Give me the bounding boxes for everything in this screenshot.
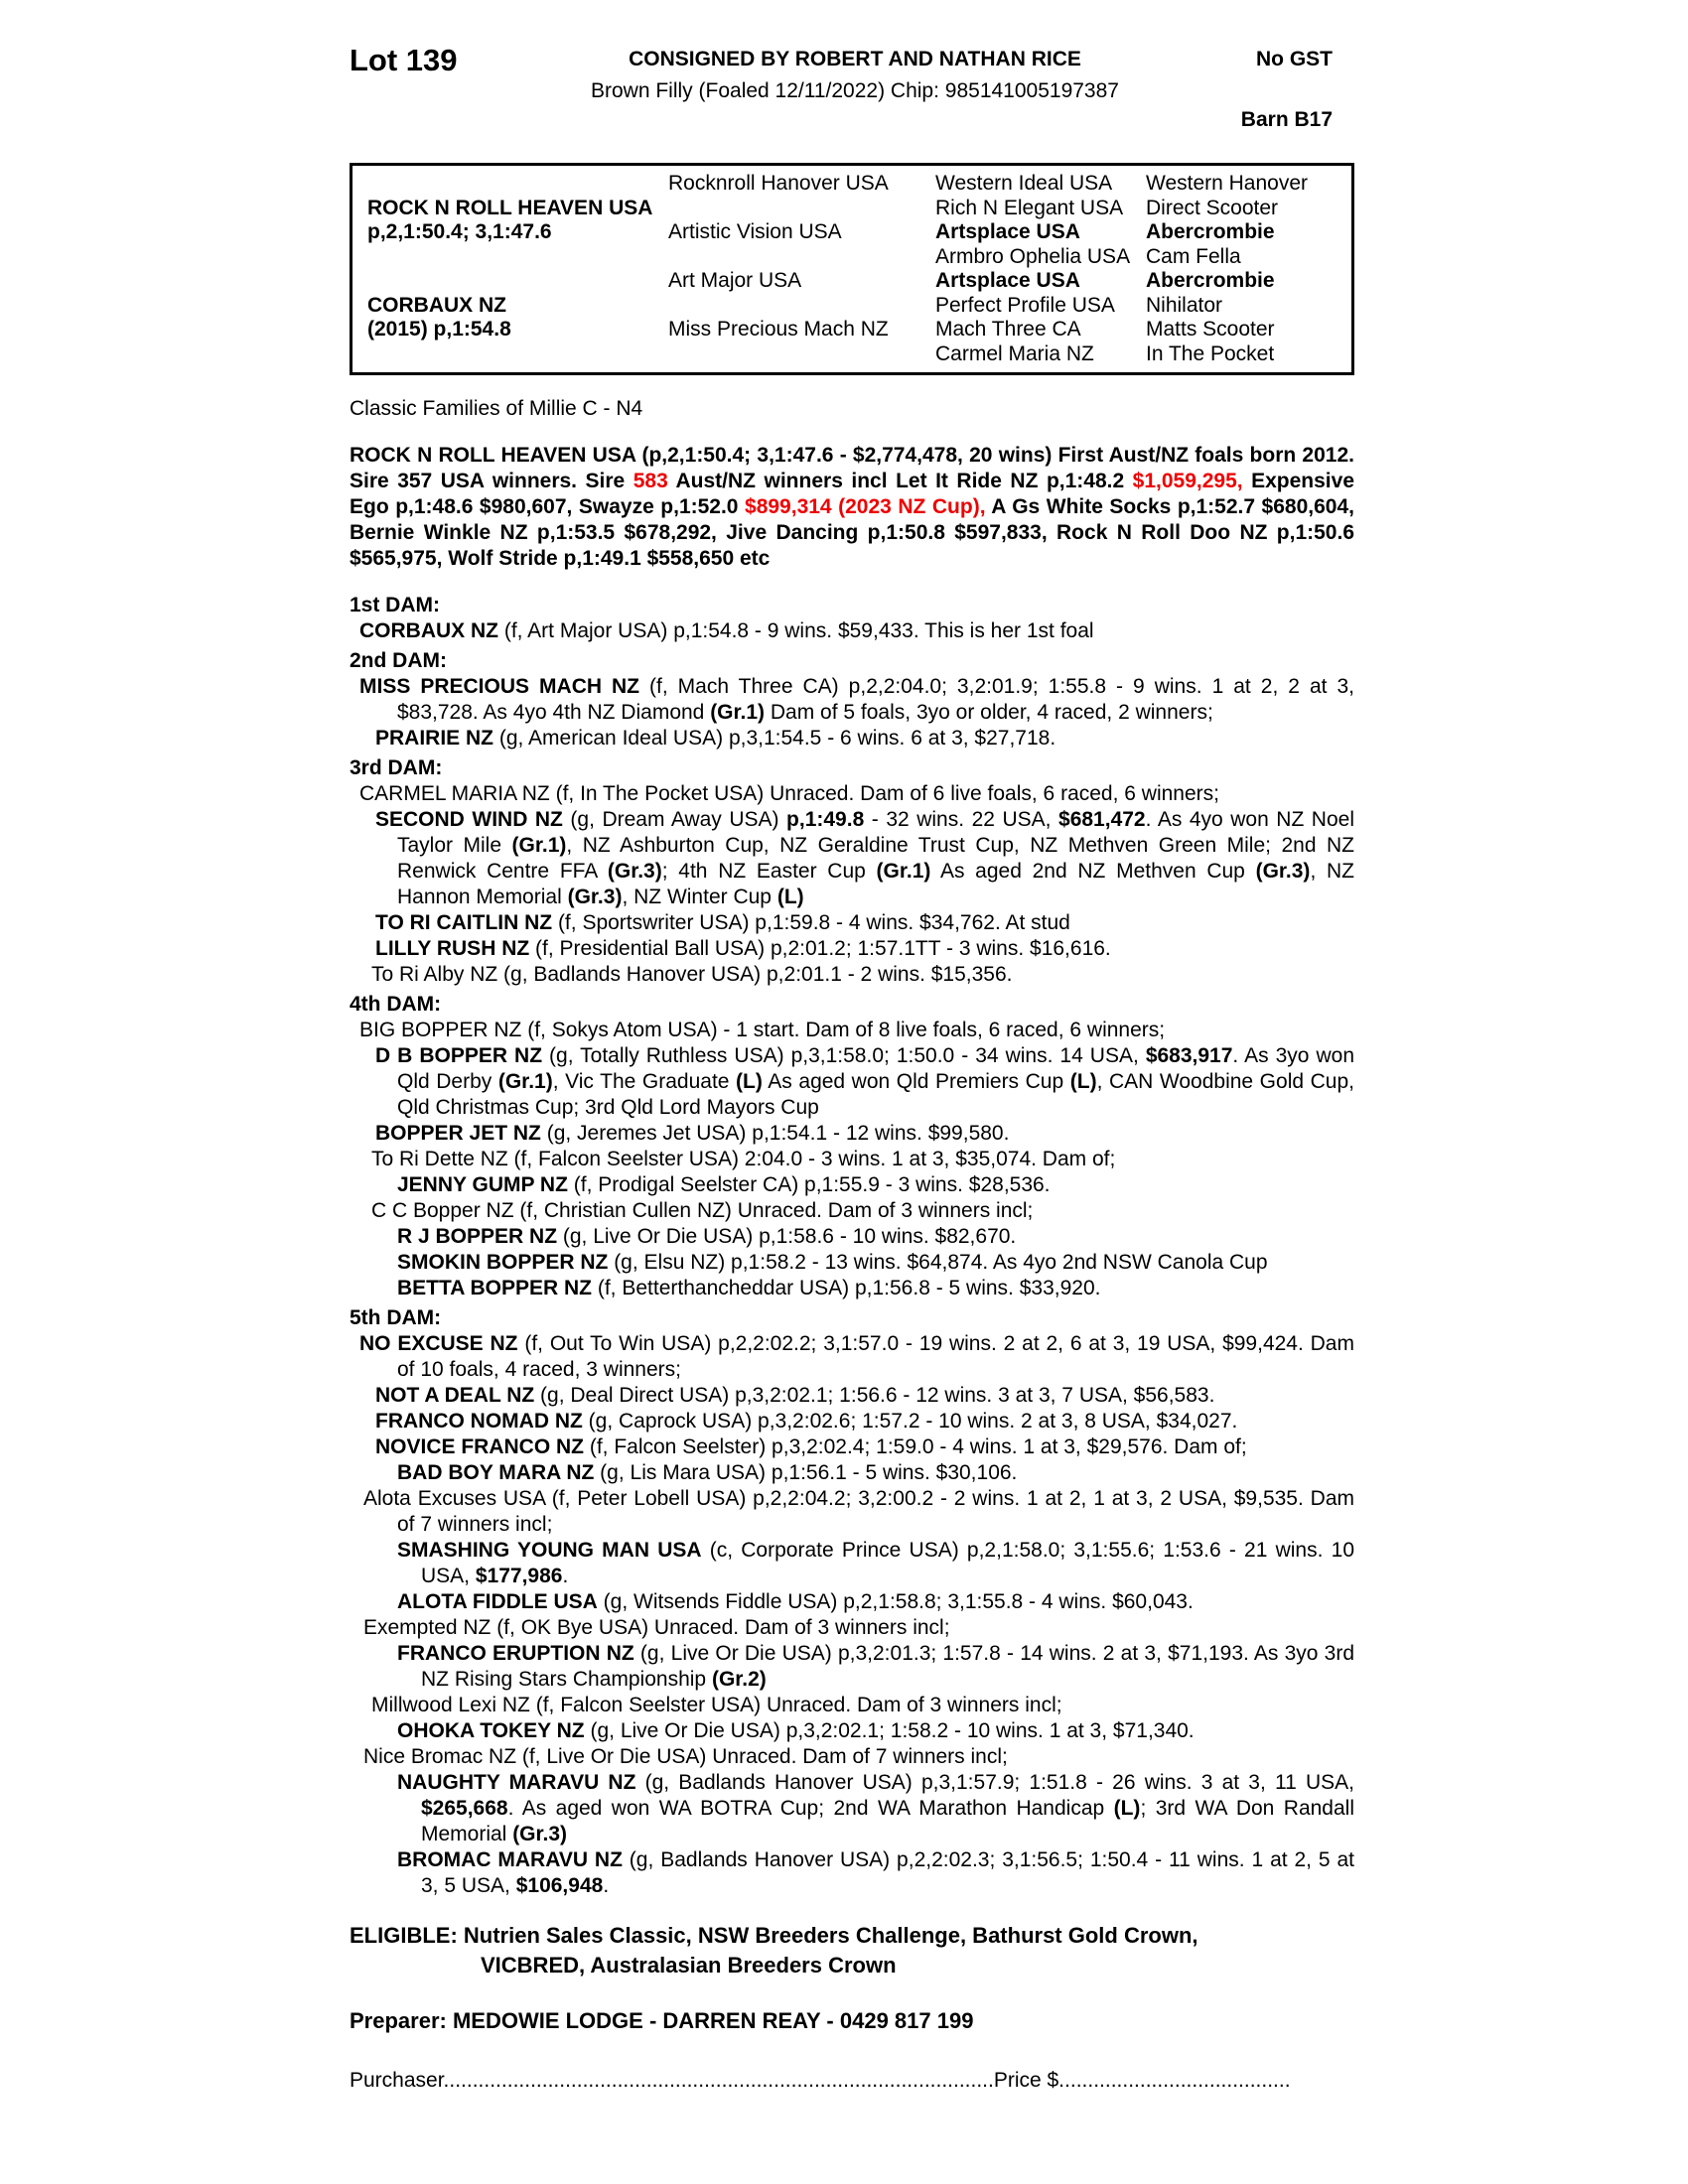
pedigree-cell: Western Ideal USA xyxy=(935,172,1113,195)
entry-not-a-deal: NOT A DEAL NZ (g, Deal Direct USA) p,3,2:02.1; 1:56.6 - 12 wins. 3 at 3, 7 USA, $56,583. xyxy=(375,1384,1215,1407)
entry-d-b-bopper: D B BOPPER NZ (g, Totally Ruthless USA) p,3,1:58.0; 1:50.0 - 34 wins. 14 USA, $683,917. As 3yo won Qld Derby (Gr.1), Vic The Graduate (L) As aged won Qld Premiers Cup (L), CAN Woodbine Gold Cup, Qld Christmas Cup; 3rd Qld Lord Mayors Cup xyxy=(375,1044,1355,1119)
entry-bromac-maravu: BROMAC MARAVU NZ (g, Badlands Hanover USA) p,2,2:02.3; 3,1:56.5; 1:50.4 - 11 wins. 1 at 2, 5 at 3, 5 USA, $106,948. xyxy=(397,1848,1354,1897)
entry-nice-bromac: Nice Bromac NZ (f, Live Or Die USA) Unraced. Dam of 7 winners incl; xyxy=(363,1745,1008,1768)
pedigree-cell: Perfect Profile USA xyxy=(935,293,1115,317)
lot-number: Lot 139 xyxy=(350,43,458,77)
eligible-line-1: ELIGIBLE: Nutrien Sales Classic, NSW Breeders Challenge, Bathurst Gold Crown, xyxy=(350,1923,1198,1948)
entry-to-ri-dette: To Ri Dette NZ (f, Falcon Seelster USA) 2:04.0 - 3 wins. 1 at 3, $35,074. Dam of; xyxy=(371,1148,1116,1170)
entry-smokin-bopper: SMOKIN BOPPER NZ (g, Elsu NZ) p,1:58.2 - 13 wins. $64,874. As 4yo 2nd NSW Canola Cup xyxy=(397,1251,1268,1274)
purchaser-price-line: Purchaser...............................................................................................Price $........................................ xyxy=(350,2069,1291,2092)
barn-number: Barn B17 xyxy=(1240,108,1333,131)
pedigree-cell: In The Pocket xyxy=(1146,341,1275,365)
family-line: Classic Families of Millie C - N4 xyxy=(350,397,643,420)
entry-c-c-bopper: C C Bopper NZ (f, Christian Cullen NZ) Unraced. Dam of 3 winners incl; xyxy=(371,1199,1034,1222)
entry-to-ri-caitlin: TO RI CAITLIN NZ (f, Sportswriter USA) p,1:59.8 - 4 wins. $34,762. At stud xyxy=(375,911,1070,934)
pedigree-cell: Mach Three CA xyxy=(935,318,1081,341)
page-header xyxy=(350,44,1354,133)
entry-no-excuse: NO EXCUSE NZ (f, Out To Win USA) p,2,2:02.2; 3,1:57.0 - 19 wins. 2 at 2, 6 at 3, 19 USA, $99,424. Dam of 10 foals, 4 raced, 3 winners; xyxy=(359,1332,1354,1381)
entry-betta-bopper: BETTA BOPPER NZ (f, Betterthancheddar USA) p,1:56.8 - 5 wins. $33,920. xyxy=(397,1277,1101,1299)
pedigree-cell: (2015) p,1:54.8 xyxy=(367,318,511,341)
entry-r-j-bopper: R J BOPPER NZ (g, Live Or Die USA) p,1:58.6 - 10 wins. $82,670. xyxy=(397,1225,1017,1248)
pedigree-cell: Artistic Vision USA xyxy=(668,220,842,243)
pedigree-cell xyxy=(367,269,668,294)
pedigree-table xyxy=(350,163,1354,375)
pedigree-cell: Carmel Maria NZ xyxy=(935,341,1094,365)
entry-exempted: Exempted NZ (f, OK Bye USA) Unraced. Dam of 3 winners incl; xyxy=(363,1616,950,1639)
pedigree-cell xyxy=(668,197,935,221)
dam-heading-1st: 1st DAM: xyxy=(350,594,441,616)
header-right xyxy=(1124,44,1354,133)
pedigree-cell xyxy=(668,342,935,367)
preparer-line: Preparer: MEDOWIE LODGE - DARREN REAY - 0429 817 199 xyxy=(350,2008,974,2033)
entry-lilly-rush: LILLY RUSH NZ (f, Presidential Ball USA) p,2:01.2; 1:57.1TT - 3 wins. $16,616. xyxy=(375,937,1111,960)
pedigree-cell: Rocknroll Hanover USA xyxy=(668,172,889,195)
pedigree-cell: Abercrombie xyxy=(1146,269,1275,292)
entry-smashing-young-man: SMASHING YOUNG MAN USA (c, Corporate Prince USA) p,2,1:58.0; 3,1:55.6; 1:53.6 - 21 wins. 10 USA, $177,986. xyxy=(397,1539,1354,1587)
pedigree-cell: CORBAUX NZ xyxy=(367,293,506,317)
pedigree-cell: ROCK N ROLL HEAVEN USA xyxy=(367,196,653,219)
entry-second-wind: SECOND WIND NZ (g, Dream Away USA) p,1:49.8 - 32 wins. 22 USA, $681,472. As 4yo won NZ Noel Taylor Mile (Gr.1), NZ Ashburton Cup, NZ Geraldine Trust Cup, NZ Methven Green Mile; 2nd NZ Renwick Centre FFA (Gr.3); 4th NZ Easter Cup (Gr.1) As aged 2nd NZ Methven Cup (Gr.3), NZ Hannon Memorial (Gr.3), NZ Winter Cup (L) xyxy=(375,808,1355,908)
pedigree-cell: Armbro Ophelia USA xyxy=(935,244,1131,268)
pedigree-cell: Matts Scooter xyxy=(1146,318,1275,341)
entry-ohoka-tokey: OHOKA TOKEY NZ (g, Live Or Die USA) p,3,2:02.1; 1:58.2 - 10 wins. 1 at 3, $71,340. xyxy=(397,1719,1195,1742)
entry-bad-boy-mara: BAD BOY MARA NZ (g, Lis Mara USA) p,1:56.1 - 5 wins. $30,106. xyxy=(397,1461,1018,1484)
pedigree-cell xyxy=(668,245,935,270)
eligible-line-2: VICBRED, Australasian Breeders Crown xyxy=(481,1953,897,1978)
pedigree-cell: Rich N Elegant USA xyxy=(935,196,1124,219)
entry-alota-excuses: Alota Excuses USA (f, Peter Lobell USA) p,2,2:04.2; 3,2:00.2 - 2 wins. 1 at 2, 1 at 3, 2 USA, $9,535. Dam of 7 winners incl; xyxy=(363,1487,1354,1536)
pedigree-cell: Artsplace USA xyxy=(935,220,1080,243)
entry-naughty-maravu: NAUGHTY MARAVU NZ (g, Badlands Hanover USA) p,3,1:57.9; 1:51.8 - 26 wins. 3 at 3, 11 USA, $265,668. As aged won WA BOTRA Cup; 2nd WA Marathon Handicap (L); 3rd WA Don Randall Memorial (Gr.3) xyxy=(397,1771,1354,1845)
dam-heading-2nd: 2nd DAM: xyxy=(350,649,447,672)
entry-novice-franco: NOVICE FRANCO NZ (f, Falcon Seelster) p,3,2:02.4; 1:59.0 - 4 wins. 1 at 3, $29,576. Dam of; xyxy=(375,1435,1247,1458)
pedigree-cell xyxy=(668,294,935,319)
dam-heading-5th: 5th DAM: xyxy=(350,1306,442,1329)
entry-big-bopper: BIG BOPPER NZ (f, Sokys Atom USA) - 1 start. Dam of 8 live foals, 6 raced, 6 winners; xyxy=(359,1019,1166,1041)
entry-prairie: PRAIRIE NZ (g, American Ideal USA) p,3,1:54.5 - 6 wins. 6 at 3, $27,718. xyxy=(375,727,1056,750)
entry-millwood-lexi: Millwood Lexi NZ (f, Falcon Seelster USA) Unraced. Dam of 3 winners incl; xyxy=(371,1694,1062,1716)
foal-description: Brown Filly (Foaled 12/11/2022) Chip: 985141005197387 xyxy=(591,79,1119,102)
pedigree-cell xyxy=(367,245,668,270)
pedigree-cell: Artsplace USA xyxy=(935,269,1080,292)
pedigree-cell: Cam Fella xyxy=(1146,244,1241,268)
pedigree-cell xyxy=(367,342,668,367)
pedigree-cell: Nihilator xyxy=(1146,293,1223,317)
pedigree-cell: Art Major USA xyxy=(668,269,802,292)
pedigree-cell xyxy=(367,172,668,197)
entry-miss-precious-mach: MISS PRECIOUS MACH NZ (f, Mach Three CA) p,2,2:04.0; 3,2:01.9; 1:55.8 - 9 wins. 1 at 2, 2 at 3, $83,728. As 4yo 4th NZ Diamond (Gr.1) Dam of 5 foals, 3yo or older, 4 raced, 2 winners; xyxy=(359,675,1354,724)
consignor-line: CONSIGNED BY ROBERT AND NATHAN RICE xyxy=(629,48,1081,70)
entry-jenny-gump: JENNY GUMP NZ (f, Prodigal Seelster CA) p,1:55.9 - 3 wins. $28,536. xyxy=(397,1173,1051,1196)
entry-alota-fiddle: ALOTA FIDDLE USA (g, Witsends Fiddle USA) p,2,1:58.8; 3,1:55.8 - 4 wins. $60,043. xyxy=(397,1590,1194,1613)
pedigree-cell: p,2,1:50.4; 3,1:47.6 xyxy=(367,220,552,243)
entry-carmel-maria: CARMEL MARIA NZ (f, In The Pocket USA) Unraced. Dam of 6 live foals, 6 raced, 6 winners; xyxy=(359,782,1219,805)
pedigree-cell: Western Hanover xyxy=(1146,172,1309,195)
pedigree-cell: Direct Scooter xyxy=(1146,196,1279,219)
entry-franco-nomad: FRANCO NOMAD NZ (g, Caprock USA) p,3,2:02.6; 1:57.2 - 10 wins. 2 at 3, 8 USA, $34,027. xyxy=(375,1410,1238,1433)
dam-sections xyxy=(350,593,1354,1899)
dam-heading-3rd: 3rd DAM: xyxy=(350,756,443,779)
entry-corbaux: CORBAUX NZ (f, Art Major USA) p,1:54.8 - 9 wins. $59,433. This is her 1st foal xyxy=(359,619,1094,642)
pedigree-cell: Abercrombie xyxy=(1146,220,1275,243)
dam-heading-4th: 4th DAM: xyxy=(350,993,442,1016)
entry-bopper-jet: BOPPER JET NZ (g, Jeremes Jet USA) p,1:54.1 - 12 wins. $99,580. xyxy=(375,1122,1010,1145)
sire-paragraph: ROCK N ROLL HEAVEN USA (p,2,1:50.4; 3,1:47.6 - $2,774,478, 20 wins) First Aust/NZ foals born 2012. Sire 357 USA winners. Sire 583 Aust/NZ winners incl Let It Ride NZ p,1:48.2 $1,059,295, Expensive Ego p,1:48.6 $980,607, Swayze p,1:52.0 $899,314 (2023 NZ Cup), A Gs White Socks p,1:52.7 $680,604, Bernie Winkle NZ p,1:53.5 $678,292, Jive Dancing p,1:50.8 $597,833, Rock N Roll Doo NZ p,1:50.6 $565,975, Wolf Stride p,1:49.1 $558,650 etc xyxy=(350,444,1354,570)
gst-status: No GST xyxy=(1256,48,1333,70)
entry-to-ri-alby: To Ri Alby NZ (g, Badlands Hanover USA) p,2:01.1 - 2 wins. $15,356. xyxy=(371,963,1013,986)
header-center xyxy=(586,44,1124,106)
pedigree-cell: Miss Precious Mach NZ xyxy=(668,318,889,341)
entry-franco-eruption: FRANCO ERUPTION NZ (g, Live Or Die USA) p,3,2:01.3; 1:57.8 - 14 wins. 2 at 3, $71,193. As 3yo 3rd NZ Rising Stars Championship (Gr.2) xyxy=(397,1642,1354,1691)
page-content xyxy=(350,44,1354,2115)
